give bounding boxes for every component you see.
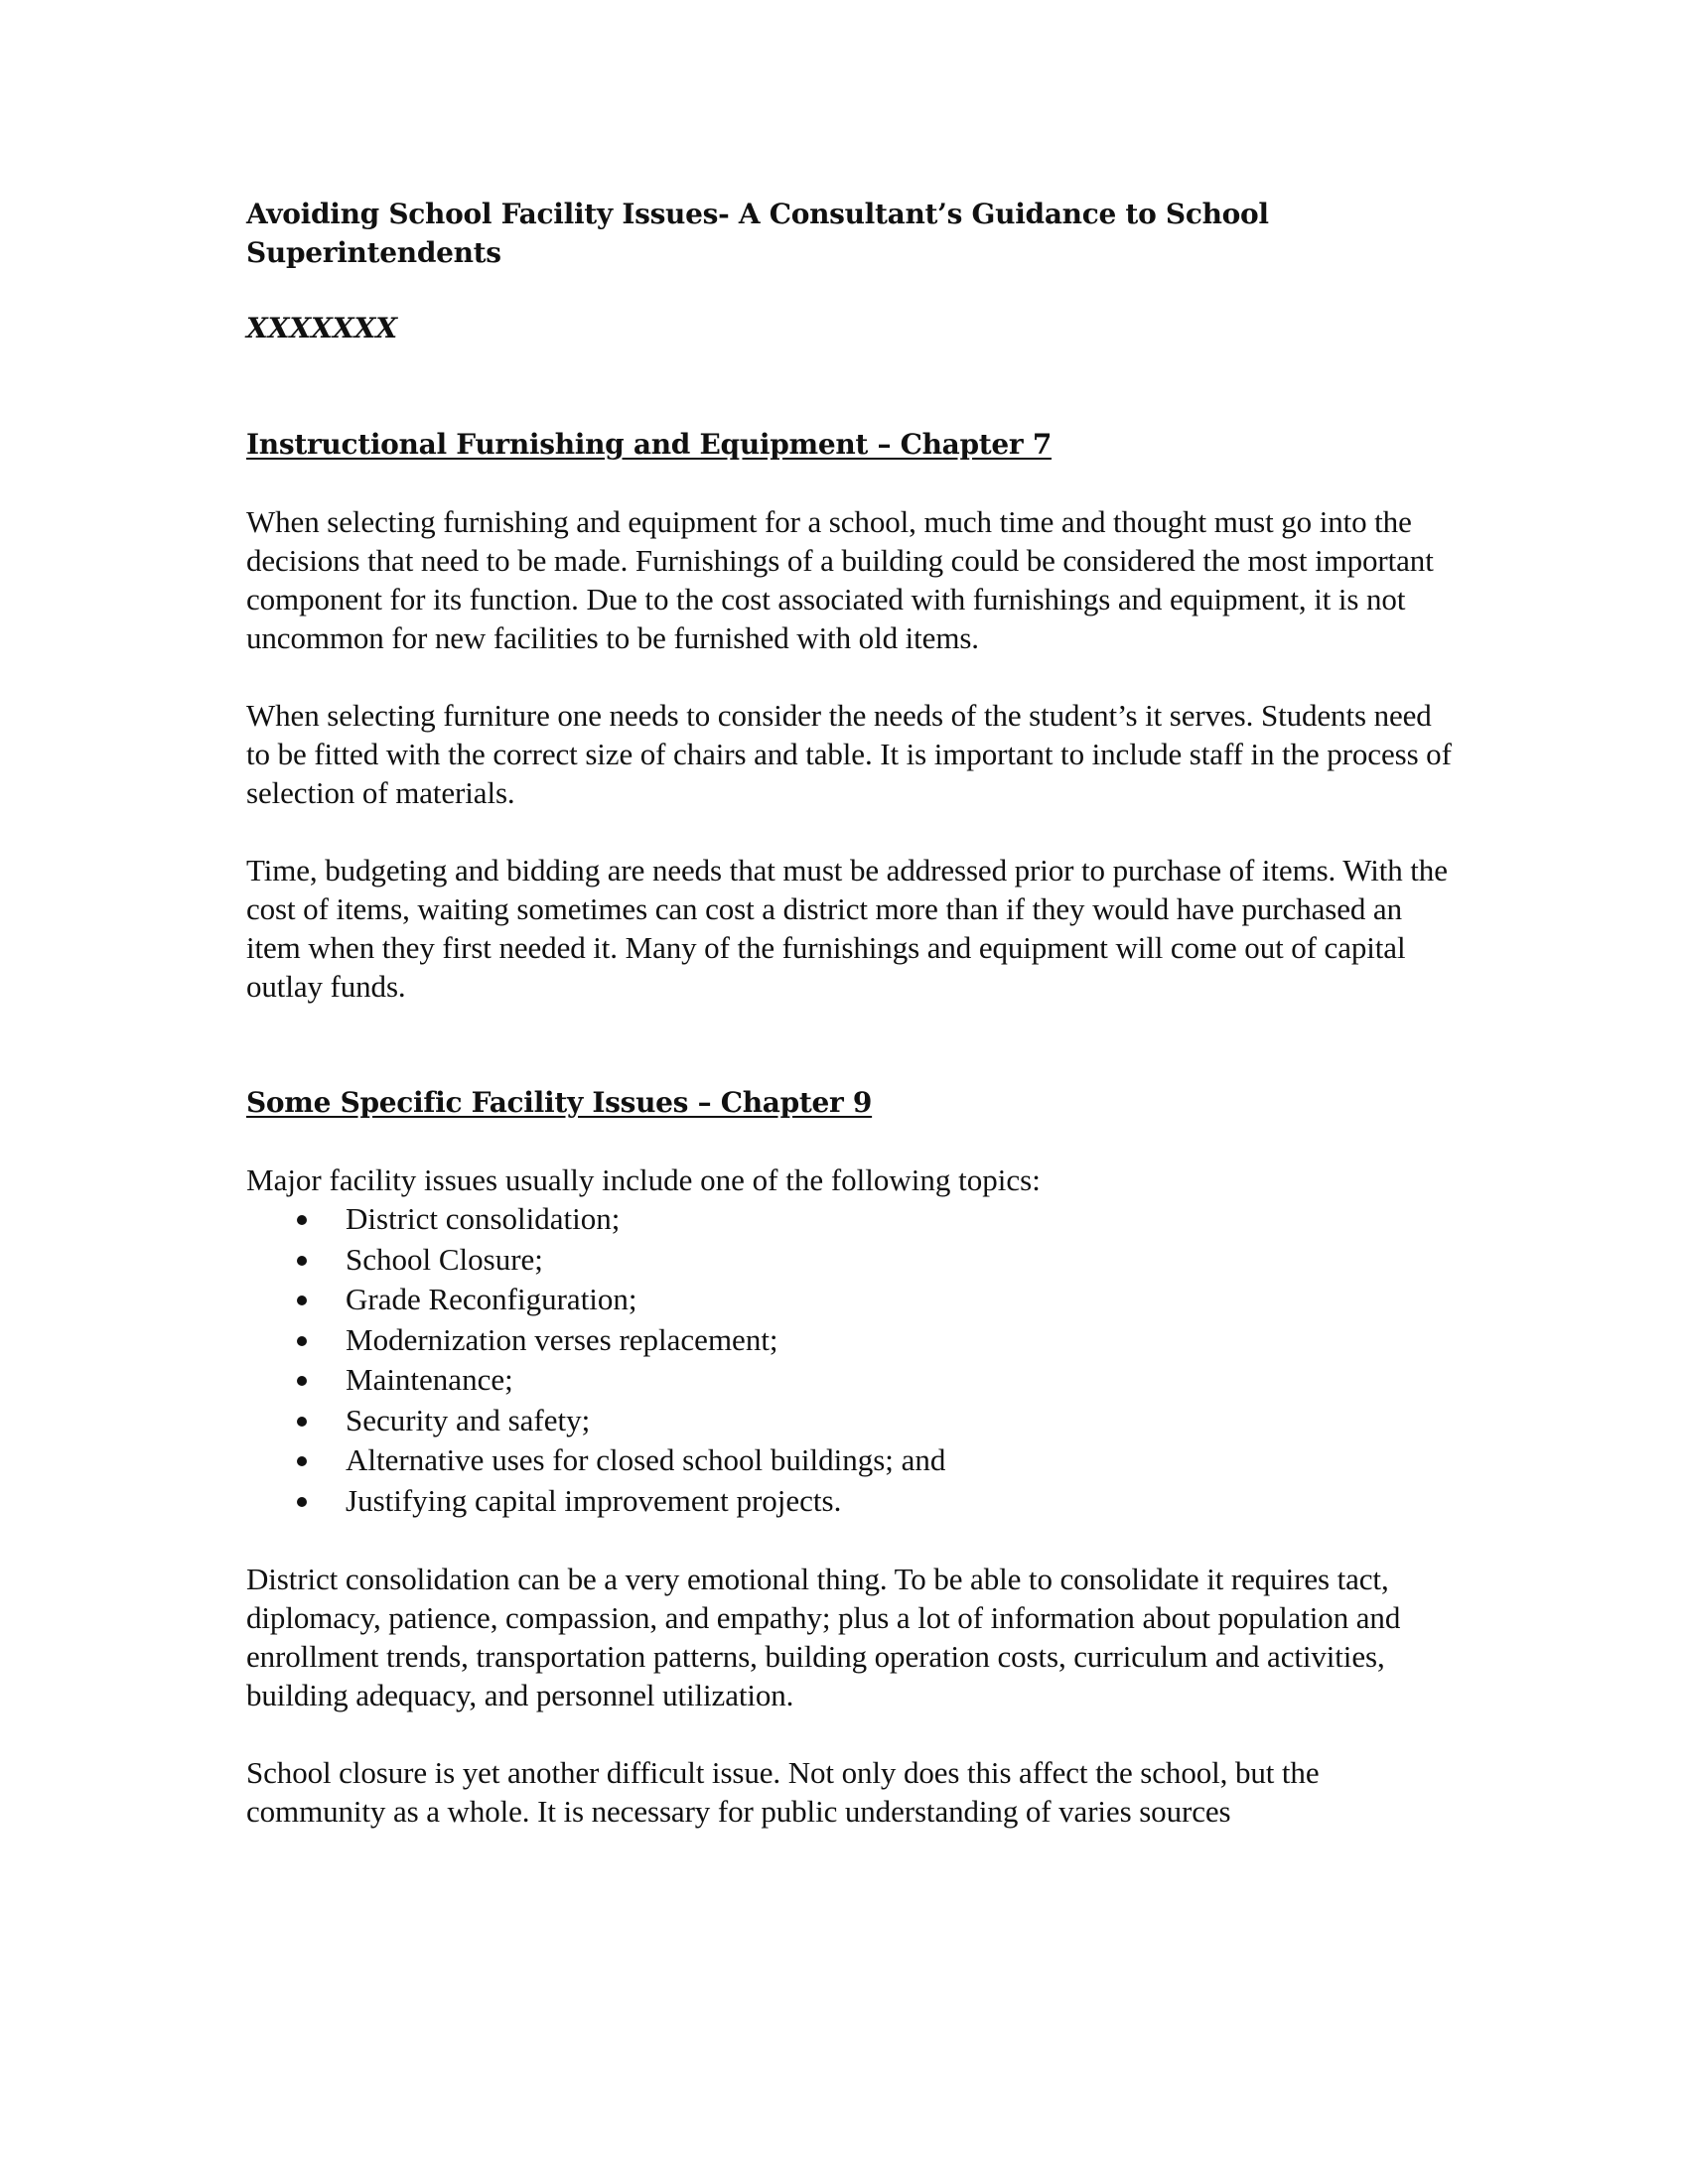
list-item-text: Security and safety;: [346, 1402, 591, 1437]
document-title-line-1: Avoiding School Facility Issues- A Consultant’s Guidance to School: [246, 198, 1269, 230]
paragraph: When selecting furniture one needs to consider the needs of the student’s it serves. Students need to be fitted with the correct size of chairs and table. It is important to include staff in the process of selection of materials.: [246, 698, 1452, 810]
paragraph: School closure is yet another difficult issue. Not only does this affect the school, but the community as a whole. It is necessary for public understanding of varies sources: [246, 1755, 1320, 1829]
document-title: [246, 195, 1458, 272]
bullet-icon: [297, 1497, 307, 1507]
list-item: [246, 1240, 1458, 1281]
list-item: [246, 1199, 1458, 1240]
page-content: [246, 195, 1458, 1831]
bullet-icon: [297, 1417, 307, 1427]
section-heading-chapter-9: Some Specific Facility Issues – Chapter 9: [246, 1086, 873, 1119]
paragraph: District consolidation can be a very emotional thing. To be able to consolidate it requires tact, diplomacy, patience, compassion, and empathy; plus a lot of information about population and enrollment trends, transportation patterns, building operation costs, curriculum and activities, building adequacy, and personnel utilization.: [246, 1562, 1401, 1712]
list-item: [246, 1481, 1458, 1522]
list-item: [246, 1320, 1458, 1361]
list-item: [246, 1280, 1458, 1320]
list-item: [246, 1440, 1458, 1481]
list-item-text: District consolidation;: [346, 1201, 621, 1236]
list-item-text: Grade Reconfiguration;: [346, 1282, 637, 1316]
paragraph: When selecting furnishing and equipment for a school, much time and thought must go into the decisions that need to be made. Furnishings of a building could be considered the most important component for its function. Due to the cost associated with furnishings and equipment, it is not uncommon for new facilities to be furnished with old items.: [246, 504, 1434, 655]
list-item-text: Maintenance;: [346, 1362, 513, 1397]
section-heading-chapter-7: Instructional Furnishing and Equipment – Chapter 7: [246, 428, 1053, 461]
list-item-text: Alternative uses for closed school buildings; and: [346, 1442, 946, 1477]
bullet-icon: [297, 1256, 307, 1266]
list-item-text: School Closure;: [346, 1241, 543, 1277]
document-title-line-2: Superintendents: [246, 236, 501, 269]
bullet-icon: [297, 1215, 307, 1225]
list-item: [246, 1401, 1458, 1441]
bullet-icon: [297, 1336, 307, 1346]
bullet-icon: [297, 1456, 307, 1466]
list-item: [246, 1360, 1458, 1401]
document-author: XXXXXXX: [246, 312, 398, 344]
list-item-text: Justifying capital improvement projects.: [346, 1482, 842, 1518]
list-item-text: Modernization verses replacement;: [346, 1321, 778, 1357]
paragraph: Time, budgeting and bidding are needs that must be addressed prior to purchase of items. With the cost of items, waiting sometimes can cost a district more than if they would have purchased an item when they first needed it. Many of the furnishings and equipment will come out of capital outlay funds.: [246, 853, 1448, 1004]
bullet-icon: [297, 1296, 307, 1305]
topics-intro: Major facility issues usually include one of the following topics:: [246, 1162, 1041, 1197]
topics-list: [246, 1199, 1458, 1521]
bullet-icon: [297, 1376, 307, 1386]
